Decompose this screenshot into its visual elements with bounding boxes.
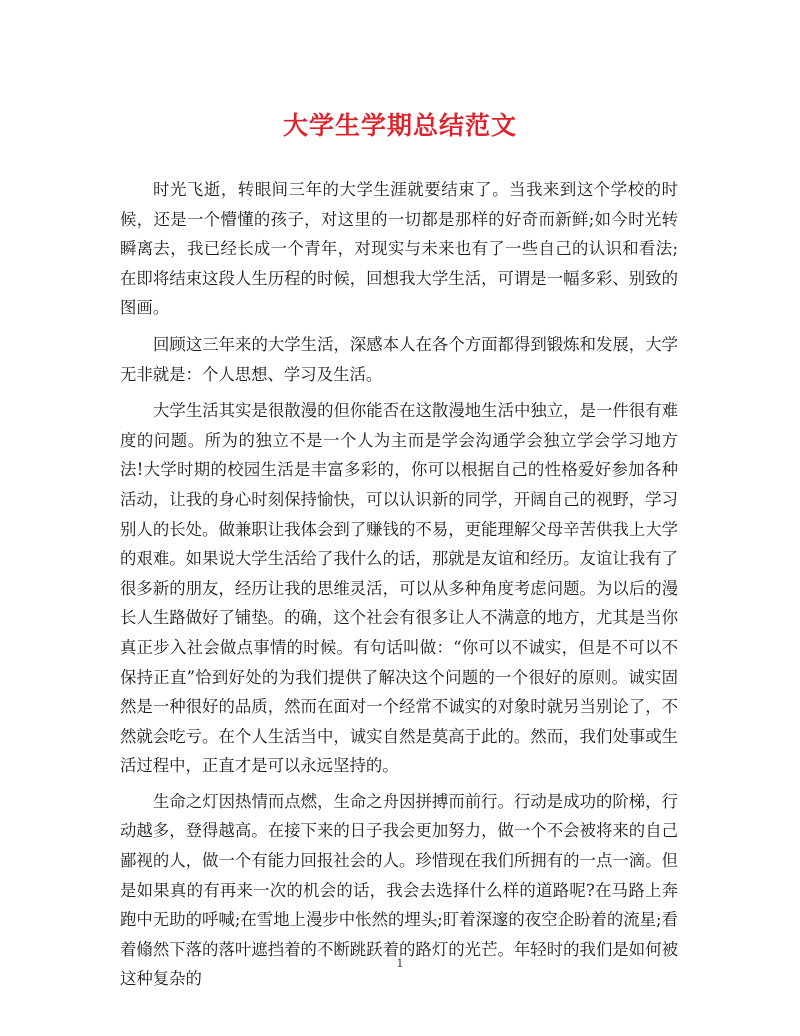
paragraph-4: 生命之灯因热情而点燃，生命之舟因拼搏而前行。行动是成功的阶梯，行动越多，登得越高。在接下来的日子我会更加努力，做一个不会被将来的自己鄙视的人，做一个有能力回报社会的人。珍惜现在我们所拥有的一点一滴。但是如果真的有再来一次的机会的话，我会去选择什么样的道路呢?在马路上奔跑中无助的呼喊;在雪地上漫步中怅然的埋头;盯着深邃的夜空企盼着的流星;看着翛然下落的落叶遮挡着的不断跳跃着的路灯的光芒。年轻时的我们是如何被这种复杂的 bbox=[120, 791, 678, 989]
document-body bbox=[120, 175, 678, 994]
page-number: 1 bbox=[396, 957, 404, 970]
document-title: 大学生学期总结范文 bbox=[282, 111, 517, 140]
paragraph-1: 时光飞逝，转眼间三年的大学生涯就要结束了。当我来到这个学校的时候，还是一个懵懂的孩子，对这里的一切都是那样的好奇而新鲜;如今时光转瞬离去，我已经长成一个青年，对现实与未来也有了一些自己的认识和看法;在即将结束这段人生历程的时候，回想我大学生活，可谓是一幅多彩、别致的图画。 bbox=[120, 180, 678, 318]
paragraph-3: 大学生活其实是很散漫的但你能否在这散漫地生活中独立，是一件很有难度的问题。所为的独立不是一个人为主而是学会沟通学会独立学会学习地方法!大学时期的校园生活是丰富多彩的，你可以根据自己的性格爱好参加各种活动，让我的身心时刻保持愉快，可以认识新的同学，开阔自己的视野，学习别人的长处。做兼职让我体会到了赚钱的不易，更能理解父母辛苦供我上大学的艰难。如果说大学生活给了我什么的话，那就是友谊和经历。友谊让我有了很多新的朋友，经历让我的思维灵活，可以从多种角度考虑问题。为以后的漫长人生路做好了铺垫。的确，这个社会有很多让人不满意的地方，尤其是当你真正步入社会做点事情的时候。有句话叫做：“你可以不诚实，但是不可以不保持正直”恰到好处的为我们提供了解决这个问题的一个很好的原则。诚实固然是一种很好的品质，然而在面对一个经常不诚实的对象时就另当别论了，不然就会吃亏。在个人生活当中，诚实自然是莫高于此的。然而，我们处事或生活过程中，正直才是可以永远坚持的。 bbox=[120, 401, 678, 776]
paragraph-2: 回顾这三年来的大学生活，深感本人在各个方面都得到锻炼和发展，大学无非就是：个人思想、学习及生活。 bbox=[120, 334, 678, 384]
